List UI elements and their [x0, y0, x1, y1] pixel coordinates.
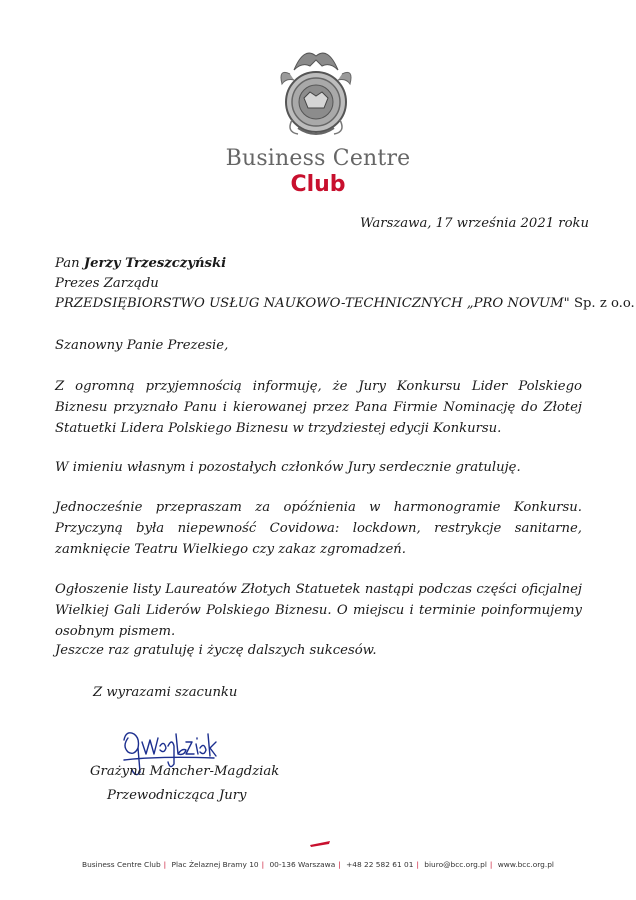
footer-website[interactable]: www.bcc.org.pl: [497, 860, 554, 869]
signer-role: Przewodnicząca Jury: [107, 788, 247, 803]
recipient-name: Jerzy Trzeszczyński: [83, 256, 227, 271]
footer-address: Plac Żelaznej Bramy 10: [171, 860, 259, 869]
footer-email[interactable]: biuro@bcc.org.pl: [424, 860, 487, 869]
red-accent-mark: [309, 839, 331, 847]
paragraph-congratulations: W imieniu własnym i pozostałych członków Jury serdecznie gratuluję.: [55, 460, 521, 475]
company-suffix: Sp. z o.o.: [573, 296, 635, 311]
recipient-position: Prezes Zarządu: [55, 276, 159, 291]
company-name: PRZEDSIĘBIORSTWO USŁUG NAUKOWO-TECHNICZNYCH „PRO NOVUM": [55, 296, 570, 311]
paragraph-apology: Jednocześnie przepraszam za opóźnienia w harmonogramie Konkursu. Przyczyną była niepewność Covidowa: lockdown, restrykcje sanitarne, zamknięcie Teatru Wielkiego czy zakaz zgromadzeń.: [55, 500, 582, 557]
paragraph-wishes: Jeszcze raz gratuluję i życzę dalszych sukcesów.: [55, 643, 377, 658]
signer-name: Grażyna Mancher-Magdziak: [90, 764, 280, 779]
footer-org: Business Centre Club: [82, 860, 161, 869]
footer-phone: +48 22 582 61 01: [346, 860, 414, 869]
recipient-salutation: Pan: [55, 256, 80, 271]
greeting: Szanowny Panie Prezesie,: [55, 338, 229, 353]
brand-club: Club: [290, 172, 346, 197]
closing: Z wyrazami szacunku: [93, 685, 238, 700]
footer-contact: Business Centre Club | Plac Żelaznej Bramy 10 | 00-136 Warszawa | +48 22 582 61 01 | biuro@bcc.org.pl | www.bcc.org.pl: [82, 860, 554, 869]
recipient-line: [55, 254, 226, 274]
footer-city: 00-136 Warszawa: [269, 860, 336, 869]
eagle-seal-icon: [264, 40, 368, 144]
letter-date: Warszawa, 17 września 2021 roku: [360, 216, 590, 231]
paragraph-nomination: Z ogromną przyjemnością informuję, że Jury Konkursu Lider Polskiego Biznesu przyznało Panu i kierowanej przez Pana Firmie Nominację do Złotej Statuetki Lidera Polskiego Biznesu w trzydziestej edycji Konkursu.: [55, 379, 582, 436]
paragraph-gala: Ogłoszenie listy Laureatów Złotych Statuetek nastąpi podczas części oficjalnej Wielkiej Gali Liderów Polskiego Biznesu. O miejscu i terminie poinformujemy osobnym pismem.: [55, 582, 582, 639]
brand-name: Business Centre: [225, 146, 411, 171]
recipient-company: [55, 294, 635, 314]
